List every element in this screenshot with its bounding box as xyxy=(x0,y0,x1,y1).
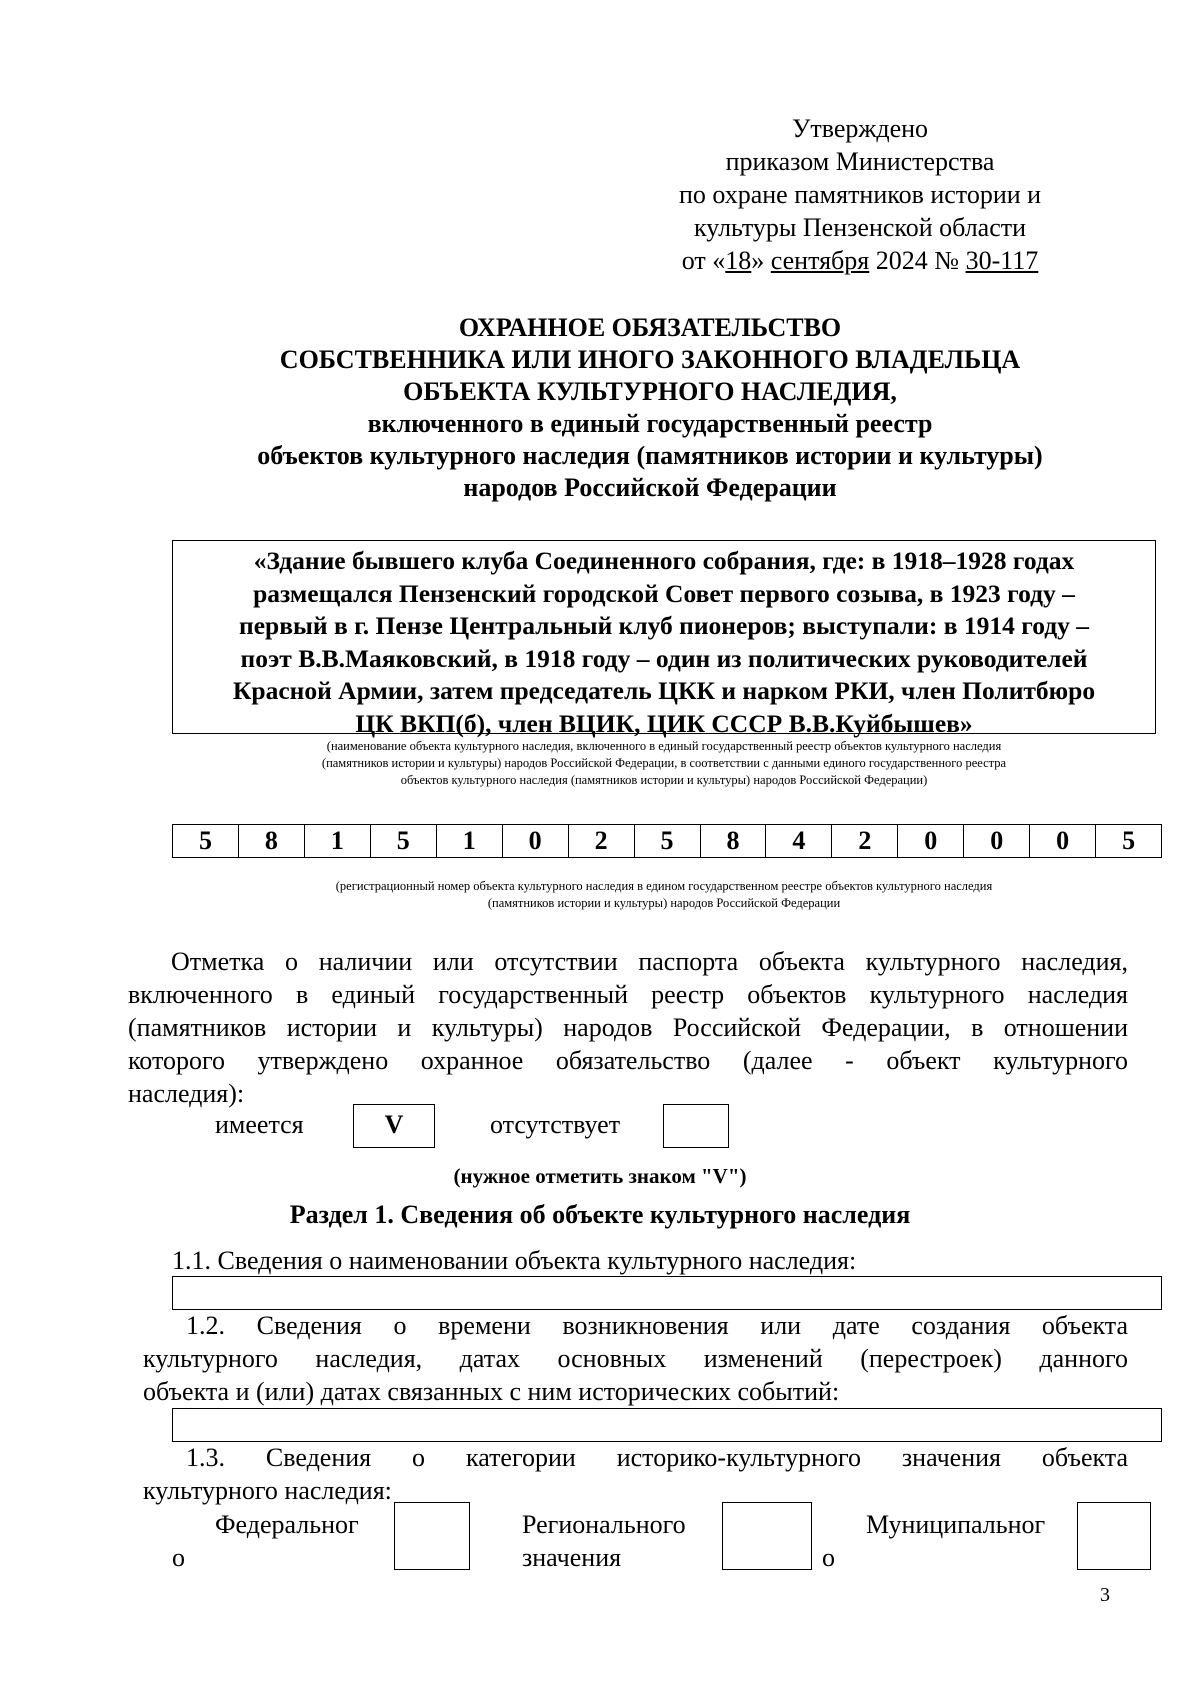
paragraph-line: 1.2. Сведения о времени возникновения или дате создания объекта xyxy=(186,1311,1128,1340)
category-regional-checkbox[interactable] xyxy=(722,1502,812,1570)
reg-digit: 5 xyxy=(634,825,700,857)
category-federal-label-end: о xyxy=(172,1543,185,1572)
title-line: СОБСТВЕННИКА ИЛИ ИНОГО ЗАКОННОГО ВЛАДЕЛЬЦА xyxy=(279,345,1021,374)
page-number: 3 xyxy=(1100,1584,1110,1606)
caption-line: (памятников истории и культуры) народов Российской Федерации, в соответствии с данными единого государственного реестра xyxy=(321,756,1007,770)
reg-digit: 4 xyxy=(765,825,831,857)
item-1-2-label xyxy=(143,1309,1128,1408)
category-regional-label-end: значения xyxy=(522,1543,622,1572)
section-1-heading: Раздел 1. Сведения об объекте культурного наследия xyxy=(289,1200,911,1229)
reg-digit: 0 xyxy=(897,825,963,857)
paragraph-line: 1.3. Сведения о категории историко-культурного значения объекта xyxy=(186,1443,1128,1472)
reg-digit: 1 xyxy=(436,825,502,857)
passport-paragraph xyxy=(128,945,1128,1110)
object-name-line: Красной Армии, затем председатель ЦКК и нарком РКИ, член Политбюро xyxy=(232,676,1096,705)
reg-digit: 8 xyxy=(700,825,766,857)
passport-absent-checkbox[interactable] xyxy=(663,1104,729,1148)
category-federal-label: Федеральног xyxy=(215,1510,359,1539)
reg-digit: 0 xyxy=(502,825,568,857)
paragraph-line: включенного в единый государственный реестр объектов культурного наследия xyxy=(128,980,1128,1009)
object-name-line: поэт В.В.Маяковский, в 1918 году – один из политических руководителей xyxy=(240,643,1088,673)
category-municipal-checkbox[interactable] xyxy=(1077,1502,1151,1570)
title-line: включенного в единый государственный реестр xyxy=(367,409,933,438)
item-1-3-label xyxy=(143,1441,1128,1507)
category-municipal-label-end: о xyxy=(822,1543,835,1572)
category-regional-label: Регионального xyxy=(522,1510,686,1539)
title-line: объектов культурного наследия (памятников истории и культуры) xyxy=(257,441,1043,470)
paragraph-line: которого утверждено охранное обязательство (далее - объект культурного xyxy=(128,1046,1128,1075)
object-name-box xyxy=(172,540,1156,738)
registration-number-grid xyxy=(172,824,1162,858)
approval-line: Утверждено xyxy=(791,114,929,143)
reg-digit: 2 xyxy=(568,825,634,857)
title-line: ОХРАННОЕ ОБЯЗАТЕЛЬСТВО xyxy=(458,313,842,342)
approval-line: по охране памятников истории и xyxy=(678,180,1042,209)
caption-line: (памятников истории и культуры) народов Российской Федерации xyxy=(487,896,841,910)
order-number: 30-117 xyxy=(965,246,1039,275)
document-title xyxy=(100,312,1200,504)
category-municipal-label: Муниципальног xyxy=(866,1510,1046,1539)
approval-date xyxy=(600,244,1120,277)
object-name-line: первый в г. Пензе Центральный клуб пионеров; выступали: в 1914 году – xyxy=(239,611,1089,640)
reg-digit: 1 xyxy=(304,825,370,857)
passport-absent-label: отсутствует xyxy=(490,1110,621,1139)
reg-digit: 2 xyxy=(831,825,897,857)
paragraph-line: объекта и (или) датах связанных с ним исторических событий: xyxy=(143,1377,840,1406)
date-year: 2024 № xyxy=(869,246,966,275)
reg-digit: 0 xyxy=(1029,825,1095,857)
paragraph-line: (памятников истории и культуры) народов Российской Федерации, в отношении xyxy=(128,1013,1128,1042)
reg-digit: 5 xyxy=(1095,825,1161,857)
reg-digit: 5 xyxy=(198,826,212,855)
item-1-2-field[interactable] xyxy=(172,1408,1162,1442)
reg-digit: 8 xyxy=(238,825,304,857)
object-name-line: ЦК ВКП(б), член ВЦИК, ЦИК СССР В.В.Куйбышев» xyxy=(355,708,973,738)
item-1-1-field[interactable] xyxy=(172,1276,1162,1310)
object-name-caption xyxy=(172,738,1156,789)
paragraph-line: культурного наследия, датах основных изменений (перестроек) данного xyxy=(143,1344,1128,1373)
reg-digit: 0 xyxy=(963,825,1029,857)
item-1-1-label: 1.1. Сведения о наименовании объекта культурного наследия: xyxy=(172,1246,857,1275)
mark-note: (нужное отметить знаком "V") xyxy=(453,1164,747,1188)
date-month: сентября xyxy=(770,246,870,275)
date-day: 18 xyxy=(725,246,752,275)
paragraph-line: Отметка о наличии или отсутствии паспорта объекта культурного наследия, xyxy=(171,947,1128,976)
caption-line: объектов культурного наследия (памятников истории и культуры) народов Российской Федерации) xyxy=(400,773,928,787)
caption-line: (наименование объекта культурного наследия, включенного в единый государственный реестр объектов культурного наследия xyxy=(326,739,1002,753)
approval-block xyxy=(600,112,1120,277)
paragraph-line: наследия): xyxy=(128,1079,245,1108)
approval-line: приказом Министерства xyxy=(725,147,995,176)
approval-line: культуры Пензенской области xyxy=(693,213,1027,242)
object-name-line: «Здание бывшего клуба Соединенного собрания, где: в 1918–1928 годах xyxy=(253,546,1075,575)
caption-line: (регистрационный номер объекта культурного наследия в едином государственном реестре объектов культурного наследия xyxy=(335,879,993,893)
date-prefix: от « xyxy=(681,246,726,275)
title-line: народов Российской Федерации xyxy=(463,473,837,502)
category-federal-checkbox[interactable] xyxy=(394,1502,470,1570)
object-name-line: размещался Пензенский городской Совет первого созыва, в 1923 году – xyxy=(253,578,1075,608)
paragraph-line: культурного наследия: xyxy=(143,1476,392,1505)
reg-digit: 5 xyxy=(370,825,436,857)
registration-caption xyxy=(172,878,1156,912)
title-line: ОБЪЕКТА КУЛЬТУРНОГО НАСЛЕДИЯ, xyxy=(403,377,897,406)
passport-present-label: имеется xyxy=(215,1110,304,1139)
passport-present-checkbox[interactable]: V xyxy=(353,1104,435,1148)
date-mid: » xyxy=(751,246,771,275)
